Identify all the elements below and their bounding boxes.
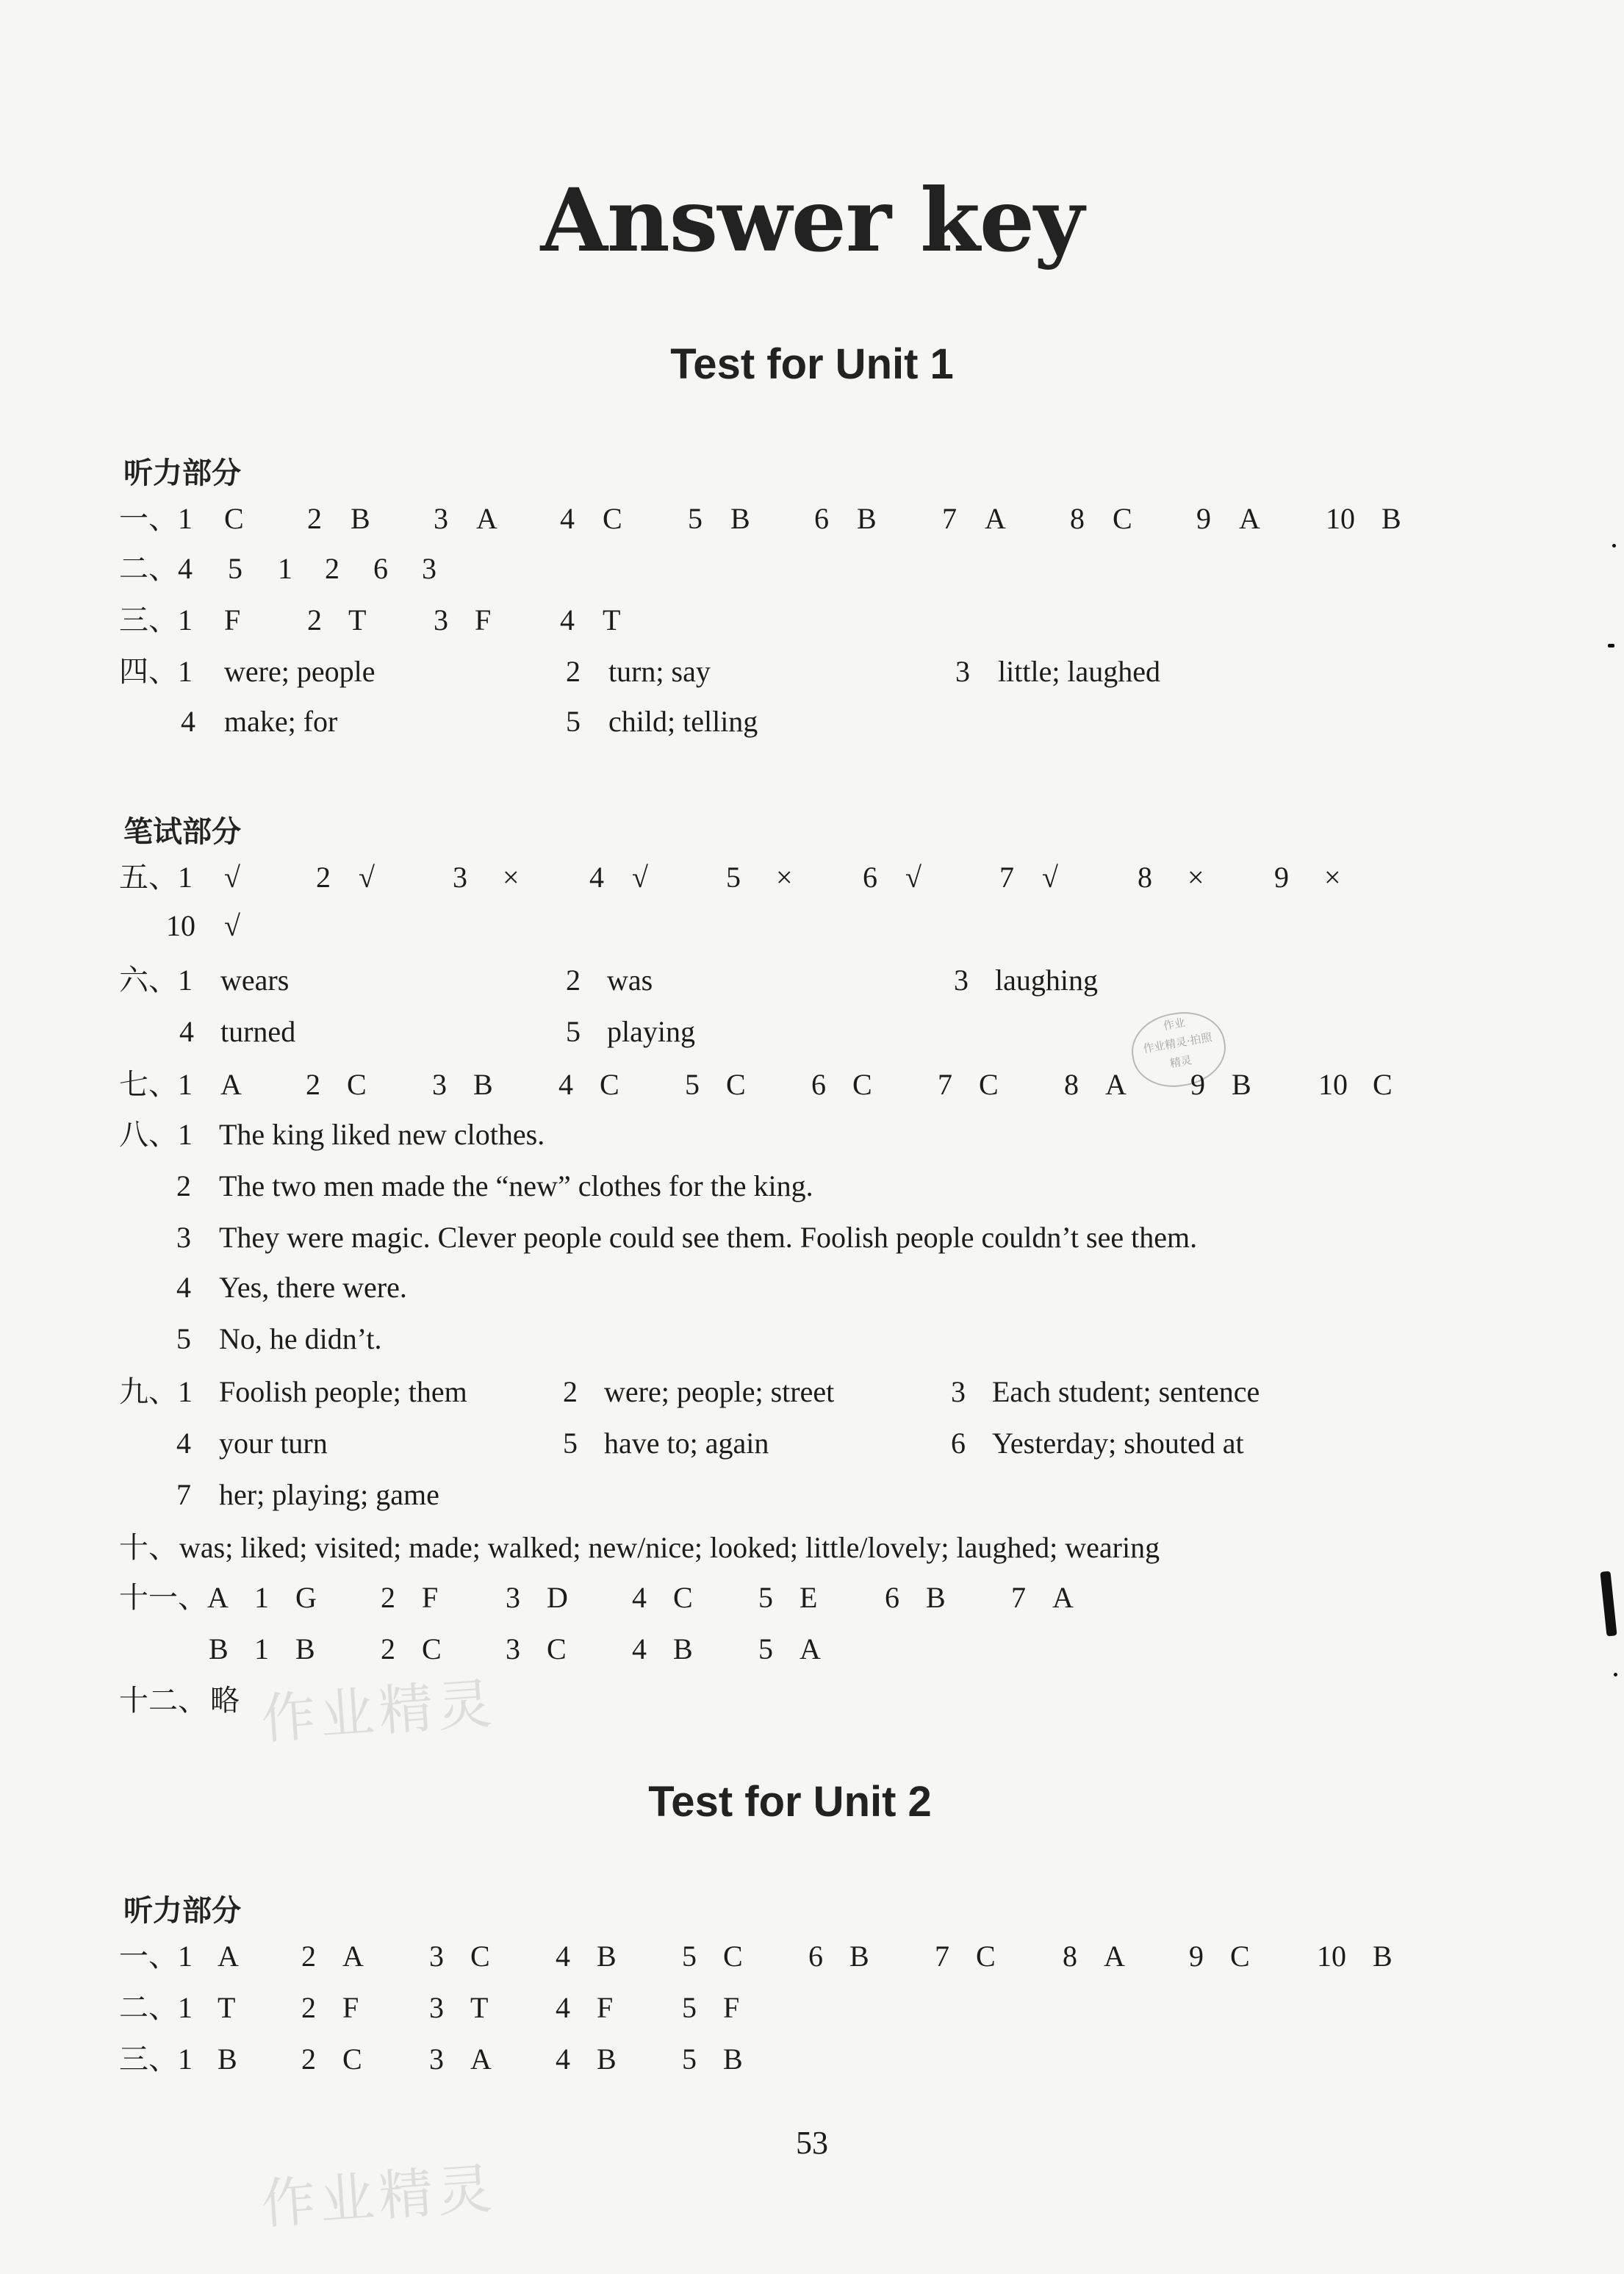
q-label: 七、1 — [119, 1068, 193, 1101]
item-number: 8 — [1138, 861, 1152, 894]
answer: √ — [905, 861, 921, 894]
item-number: 5 — [726, 861, 741, 894]
answer: T — [470, 1991, 489, 2024]
unit1-writing-heading: 笔试部分 — [123, 815, 241, 849]
q-label: 三、1 — [119, 2042, 193, 2076]
unit2-title: Test for Unit 2 — [648, 1778, 932, 1826]
q-label: 六、1 — [119, 964, 193, 997]
answer: F — [475, 603, 492, 636]
item-number: 4 — [176, 1271, 191, 1304]
answer: B — [673, 1632, 693, 1665]
item-number: 5 — [566, 705, 581, 738]
answer: C — [673, 1581, 693, 1614]
answer: B — [473, 1068, 493, 1101]
item-number: 7 — [938, 1068, 952, 1101]
item-number: 2 — [307, 603, 322, 636]
item-number: 4 — [179, 1015, 194, 1048]
answer: A — [1052, 1581, 1074, 1614]
item-number: 1 — [254, 1632, 269, 1665]
item-number: 6 — [811, 1068, 826, 1101]
answer: child; telling — [608, 705, 758, 738]
item-number: 6 — [885, 1581, 899, 1614]
answer: 1 — [278, 552, 292, 585]
answer: 6 — [373, 552, 388, 585]
item-number: 5 — [758, 1632, 773, 1665]
item-number: 3 — [434, 603, 448, 636]
item-number: 2 — [301, 2042, 316, 2076]
item-number: 5 — [176, 1322, 191, 1355]
item-number: 10 — [1318, 1068, 1348, 1101]
answer: your turn — [219, 1427, 328, 1460]
watermark-stamp — [1126, 1005, 1231, 1094]
answer: A — [1104, 1940, 1125, 1973]
unit2-listening-heading: 听力部分 — [123, 1894, 241, 1928]
answer: Each student; sentence — [992, 1375, 1260, 1408]
page-title: Answer key — [540, 169, 1084, 271]
answer: 3 — [422, 552, 436, 585]
q-label: 三、1 — [119, 603, 193, 636]
q-label: 十二、 — [119, 1684, 207, 1717]
item-number: 5 — [688, 502, 703, 535]
q-label: 一、1 — [119, 1940, 193, 1973]
item-number: 2 — [563, 1375, 578, 1408]
item-number: 4 — [558, 1068, 573, 1101]
answer: C — [422, 1632, 442, 1665]
item-number: 5 — [566, 1015, 581, 1048]
answer: C — [726, 1068, 746, 1101]
item-number: 10 — [166, 909, 195, 942]
item-number: 4 — [632, 1581, 647, 1614]
q-label: 一、1 — [119, 502, 193, 535]
answer: × — [776, 861, 793, 894]
scan-speck — [1612, 544, 1616, 548]
answer: A — [470, 2042, 492, 2076]
item-number: 4 — [589, 861, 604, 894]
item-number: 10 — [1326, 502, 1355, 535]
answer: C — [547, 1632, 567, 1665]
item-number: 4 — [560, 603, 575, 636]
answer: B — [849, 1940, 869, 1973]
item-number: 3 — [176, 1221, 191, 1254]
stamp-line: 精灵 — [1168, 1053, 1193, 1071]
answer: F — [422, 1581, 439, 1614]
item-number: 3 — [429, 1991, 444, 2024]
item-number: 2 — [301, 1991, 316, 2024]
answer: B — [218, 2042, 237, 2076]
item-number: 6 — [863, 861, 877, 894]
item-number: 4 — [176, 1427, 191, 1460]
item-number: 7 — [942, 502, 957, 535]
item-number: 10 — [1317, 1940, 1346, 1973]
answer: A — [1105, 1068, 1127, 1101]
answer: Foolish people; them — [219, 1375, 467, 1408]
item-number: 6 — [808, 1940, 823, 1973]
q-label: 十一、A — [119, 1581, 229, 1614]
item-number: 6 — [951, 1427, 966, 1460]
stamp-line: 作业精灵·拍照 — [1142, 1030, 1213, 1056]
answer: turned — [220, 1015, 296, 1048]
item-number: 3 — [506, 1632, 520, 1665]
item-number: 9 — [1274, 861, 1289, 894]
stamp-line: 作业 — [1162, 1016, 1187, 1033]
item-number: 2 — [381, 1632, 395, 1665]
answer: C — [600, 1068, 619, 1101]
answer: B — [1373, 1940, 1393, 1973]
item-number: 7 — [999, 861, 1014, 894]
answer: have to; again — [604, 1427, 769, 1460]
q-label: 五、1 — [119, 861, 193, 894]
q-label: 二、4 — [119, 552, 193, 585]
answer: laughing — [995, 964, 1098, 997]
answer: × — [503, 861, 520, 894]
item-number: 4 — [556, 1940, 570, 1973]
item-number: 2 — [306, 1068, 320, 1101]
page-number: 53 — [796, 2125, 828, 2161]
q-label: 十、 — [119, 1531, 178, 1564]
answer: G — [295, 1581, 317, 1614]
item-number: 5 — [682, 1991, 697, 2024]
item-number: 7 — [1011, 1581, 1026, 1614]
answer: √ — [224, 861, 240, 894]
answer: C — [1230, 1940, 1250, 1973]
answer: B — [295, 1632, 315, 1665]
item-number: 3 — [955, 655, 970, 688]
answer: C — [224, 502, 244, 535]
q-label: 九、1 — [119, 1375, 193, 1408]
answer: C — [603, 502, 622, 535]
item-number: 2 — [176, 1169, 191, 1202]
item-number: 2 — [301, 1940, 316, 1973]
answer: 2 — [325, 552, 339, 585]
q-label: 二、1 — [119, 1991, 193, 2024]
answer: E — [800, 1581, 818, 1614]
answer: playing — [607, 1015, 695, 1048]
item-number: 2 — [381, 1581, 395, 1614]
item-number: 2 — [307, 502, 322, 535]
answer: F — [224, 603, 241, 636]
item-number: 3 — [506, 1581, 520, 1614]
item-number: 2 — [316, 861, 331, 894]
answer: No, he didn’t. — [219, 1322, 382, 1355]
answer: A — [218, 1940, 239, 1973]
item-number: 3 — [429, 1940, 444, 1973]
answer: B — [723, 2042, 743, 2076]
item-number: 9 — [1196, 502, 1211, 535]
item-number: 8 — [1070, 502, 1085, 535]
answer: A — [476, 502, 497, 535]
answer: B — [351, 502, 370, 535]
item-number: 2 — [566, 964, 581, 997]
answer: √ — [1042, 861, 1058, 894]
unit1-title: Test for Unit 1 — [670, 340, 954, 388]
answer: A — [220, 1068, 242, 1101]
item-number: 3 — [434, 502, 448, 535]
answer: F — [597, 1991, 614, 2024]
answer: 5 — [228, 552, 242, 585]
answer: turn; say — [608, 655, 711, 688]
answer: C — [1113, 502, 1132, 535]
answer: A — [800, 1632, 821, 1665]
item-number: 1 — [254, 1581, 269, 1614]
answer: B — [597, 2042, 617, 2076]
answer: make; for — [224, 705, 338, 738]
answer: D — [547, 1581, 568, 1614]
answer: B — [597, 1940, 617, 1973]
q-label: B — [209, 1632, 229, 1665]
item-number: 4 — [556, 2042, 570, 2076]
answer: C — [979, 1068, 999, 1101]
answer: T — [218, 1991, 236, 2024]
answer: They were magic. Clever people could see them. Foolish people couldn’t see them. — [219, 1221, 1198, 1254]
answer: little; laughed — [998, 655, 1161, 688]
answer: wears — [220, 964, 290, 997]
answer: T — [348, 603, 367, 636]
answer: B — [730, 502, 750, 535]
answer: 略 — [210, 1684, 240, 1717]
answer: √ — [632, 861, 648, 894]
item-number: 4 — [632, 1632, 647, 1665]
answer: C — [852, 1068, 872, 1101]
answer: C — [1373, 1068, 1393, 1101]
q-label: 四、1 — [119, 655, 193, 688]
item-number: 5 — [758, 1581, 773, 1614]
item-number: 5 — [685, 1068, 700, 1101]
item-number: 8 — [1063, 1940, 1077, 1973]
answer: × — [1324, 861, 1341, 894]
item-number: 5 — [682, 1940, 697, 1973]
scan-speck — [1614, 1673, 1617, 1676]
item-number: 4 — [560, 502, 575, 535]
item-number: 5 — [682, 2042, 697, 2076]
answer: were; people; street — [604, 1375, 835, 1408]
item-number: 5 — [563, 1427, 578, 1460]
scan-speck — [1608, 644, 1614, 648]
answer: √ — [224, 909, 240, 942]
answer: A — [342, 1940, 364, 1973]
answer: C — [723, 1940, 743, 1973]
watermark-text: 作业精灵 — [259, 1671, 499, 1752]
item-number: 3 — [954, 964, 969, 997]
item-number: 8 — [1064, 1068, 1079, 1101]
answer: C — [976, 1940, 996, 1973]
answer: T — [603, 603, 621, 636]
answer: was; liked; visited; made; walked; new/nice; looked; little/lovely; laughed; wearing — [179, 1531, 1160, 1564]
item-number: 9 — [1190, 1068, 1205, 1101]
answer: Yesterday; shouted at — [992, 1427, 1244, 1460]
answer: B — [857, 502, 877, 535]
item-number: 7 — [935, 1940, 949, 1973]
answer: Yes, there were. — [219, 1271, 407, 1304]
answer: × — [1188, 861, 1204, 894]
answer: A — [985, 502, 1006, 535]
answer: The two men made the “new” clothes for the king. — [219, 1169, 813, 1202]
answer: The king liked new clothes. — [219, 1118, 545, 1151]
q-label: 八、1 — [119, 1118, 193, 1151]
answer: B — [1232, 1068, 1251, 1101]
answer: C — [342, 2042, 362, 2076]
answer: her; playing; game — [219, 1478, 439, 1511]
answer: C — [347, 1068, 367, 1101]
item-number: 4 — [181, 705, 195, 738]
item-number: 3 — [432, 1068, 447, 1101]
item-number: 3 — [429, 2042, 444, 2076]
answer: C — [470, 1940, 490, 1973]
item-number: 9 — [1189, 1940, 1204, 1973]
scan-mark — [1600, 1571, 1617, 1637]
answer: F — [342, 1991, 359, 2024]
item-number: 6 — [814, 502, 829, 535]
item-number: 4 — [556, 1991, 570, 2024]
answer: A — [1239, 502, 1260, 535]
item-number: 2 — [566, 655, 581, 688]
watermark-text: 作业精灵 — [259, 2156, 499, 2237]
unit1-listening-heading: 听力部分 — [123, 456, 241, 490]
item-number: 3 — [951, 1375, 966, 1408]
answer: were; people — [224, 655, 376, 688]
answer: was — [607, 964, 653, 997]
answer: B — [926, 1581, 946, 1614]
answer: F — [723, 1991, 740, 2024]
item-number: 3 — [453, 861, 467, 894]
answer: B — [1382, 502, 1401, 535]
item-number: 7 — [176, 1478, 191, 1511]
answer: √ — [359, 861, 375, 894]
